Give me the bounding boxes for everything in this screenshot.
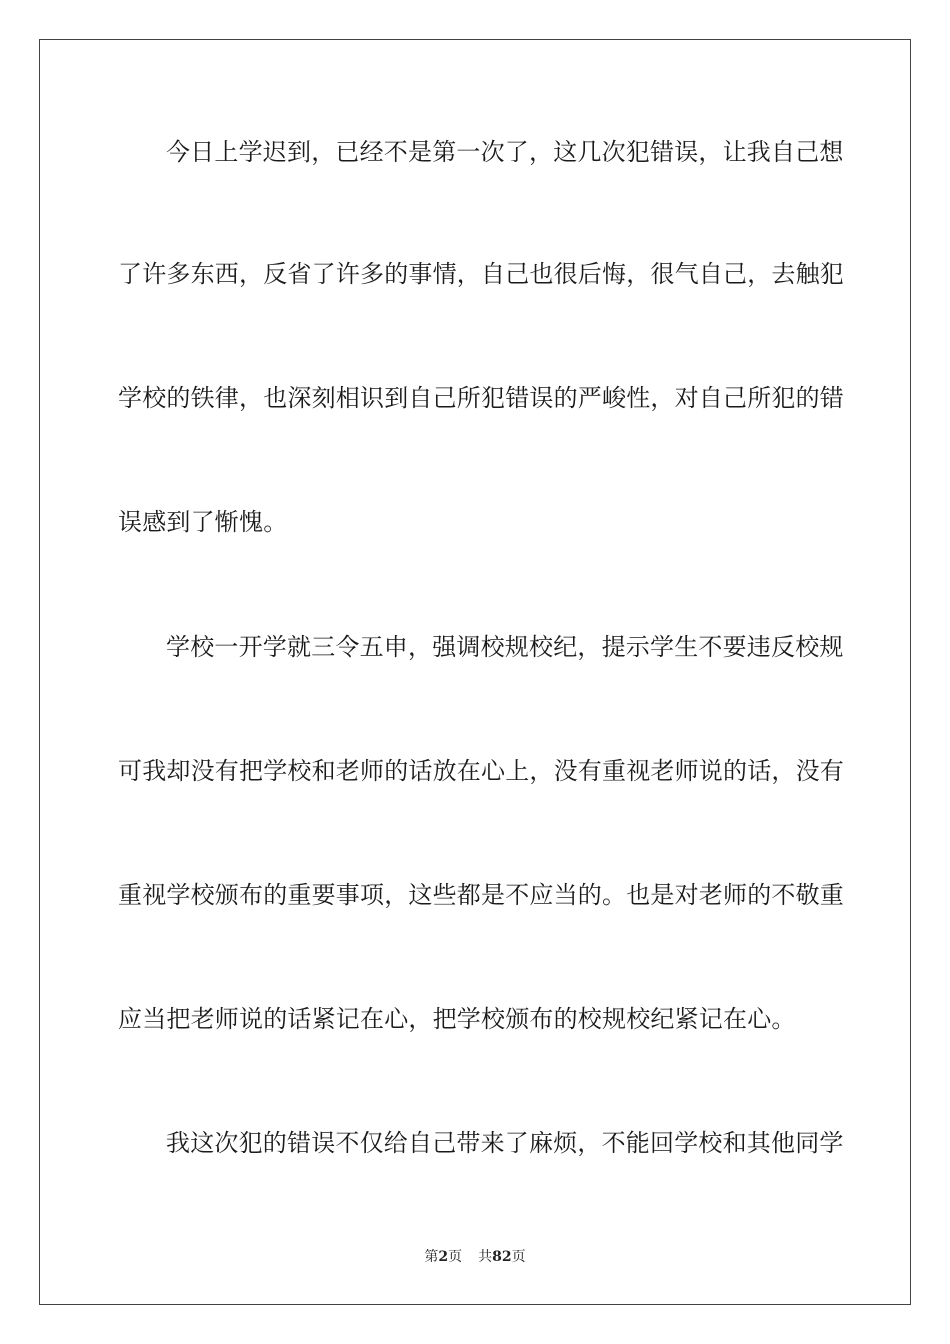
page-footer (0, 1248, 950, 1266)
paragraph-1-line-3: 学校的铁律，也深刻相识到自己所犯错误的严峻性，对自己所犯的错 (118, 384, 844, 412)
paragraph-1-line-2: 了许多东西，反省了许多的事情，自己也很后悔，很气自己，去触犯 (118, 260, 844, 288)
paragraph-2-line-3: 重视学校颁布的重要事项，这些都是不应当的。也是对老师的不敬重 (118, 881, 844, 909)
total-suffix: 页 (511, 1249, 526, 1265)
paragraph-2-line-1: 学校一开学就三令五申，强调校规校纪，提示学生不要违反校规 (166, 633, 844, 661)
paragraph-1-line-4: 误感到了惭愧。 (118, 508, 288, 536)
page-border (39, 39, 911, 1305)
page-number: 2 (438, 1249, 449, 1265)
page-prefix: 第 (424, 1249, 439, 1265)
total-pages: 82 (492, 1249, 512, 1265)
paragraph-1-line-1: 今日上学迟到，已经不是第一次了，这几次犯错误，让我自己想 (166, 138, 844, 166)
paragraph-2-line-2: 可我却没有把学校和老师的话放在心上，没有重视老师说的话，没有 (118, 757, 844, 785)
paragraph-2-line-4: 应当把老师说的话紧记在心，把学校颁布的校规校纪紧记在心。 (118, 1005, 796, 1033)
total-prefix: 共 (478, 1249, 493, 1265)
page-suffix: 页 (448, 1249, 463, 1265)
paragraph-3-line-1: 我这次犯的错误不仅给自己带来了麻烦，不能回学校和其他同学 (166, 1129, 844, 1157)
